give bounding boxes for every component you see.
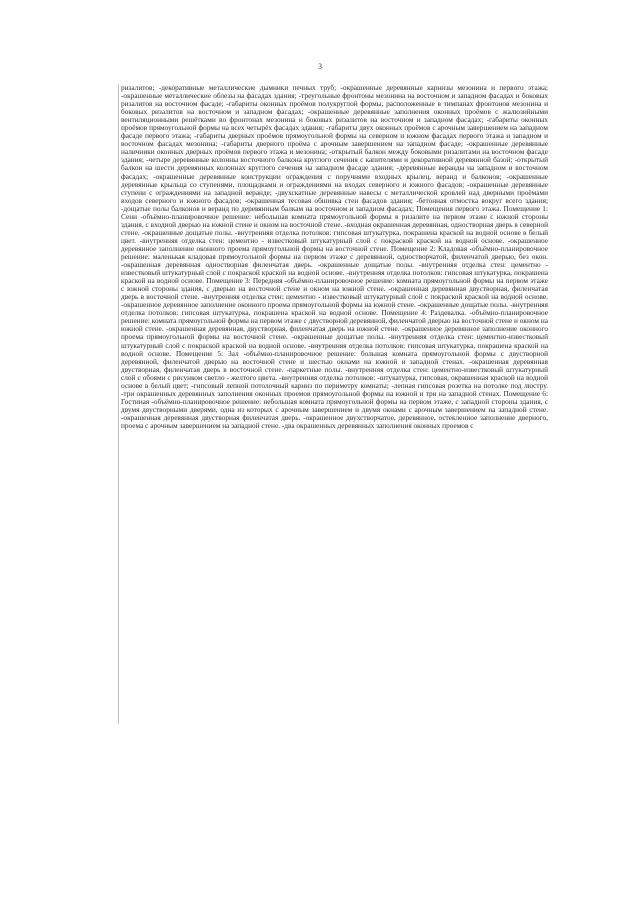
body-text: ризалитов; -декоративные металлические дымники печных труб; -окрашенные деревянные карнизы мезонина и первого этажа; -окрашенные металлические облезы на фасадах здания; -треугольные фронтоны мезонина на восточном и западном фасадах и боковых ризалитов на восточном фасаде; -габариты оконных проёмов полукруглой формы, расположенные в тимпанах фронтонов мезонина и боковых ризалитов на восточном и западном фасадах; -окрашенные деревянные заполнения оконных проёмов с жалюзийными вентиляционными решётками во фронтонах мезонина и боковых ризалитов на восточном и западном фасадах; -габариты оконных проёмов прямоугольной формы на всех четырёх фасадах здания; -габариты двух оконных проёмов с арочным завершением на западном фасаде первого этажа; -габариты дверных проёмов прямоугольной формы на северном и южном фасадах первого этажа и западном и восточном фасадах мезонина; -габариты дверного проёма с арочным завершением на западном фасаде; -окрашенные деревянные наличники оконных дверных проёмов первого этажа и мезонина; -открытый балкон между боковыми ризалитами на восточном фасаде здания; -четыре деревянные колонны восточного балкона круглого сечения с капителями и декоративной деревянной базой; -открытый балкон на шести деревянных колоннах круглого сечения на западном фасаде здания; -деревянные веранды на западном и восточном фасадах; -окрашенные деревянные конструкции ограждения с поручнями входных крылец, веранд и балконов; -окрашенные деревянные крыльца со ступенями, площадками и ограждениями на входах северного и южного фасадов; -окрашенные деревянные ступени с ограждениями на западной веранде; -двухскатные деревянные навесы с металлической кровлей над дверными проёмами входов северного и южного фасадов; -окрашенная тесовая обшивка стен фасадов здания; -бетонная отмостка вокруг всего здания; -дощатые полы балконов и веранд по деревянным балкам на восточном и западном фасадах; Помещения первого этажа. Помещение 1: Сени -объёмно-планировочное решение: небольшая комната прямоугольной формы в ризалите на первом этаже с южной стороны здания, с входной дверью на южной стене и окном на восточной стене. -входная окрашенная деревянная, одностворная дверь в северной стене. -окрашенные дощатые полы. -внутренняя отделка потолков: гипсовая штукатурка, покрашена краской на водной основе в белый цвет. -внутренняя отделка стен: цементно - известковый штукатурный слой с покраской краской на водной основе. -окрашенное деревянное заполнение оконного проема прямоугольной формы на восточной стене. Помещение 2: Кладовая -объёмно-планировочное решение: маленькая кладовая прямоугольной формы на первом этаже с деревянной, одностворчатой, филенчатой дверью, без окон. -окрашенная деревянная одностворная филенчатая дверь. -окрашенные дощатые полы. -внутренняя отделка стен: цементно - известковый штукатурный слой с покраской краской на водной основе. -внутренняя отделка потолков: гипсовая штукатурка, покрашена краской на водной основе. Помещение 3: Передняя -объёмно-планировочное решение: комната прямоугольной формы на первом этаже с южной стороны здания, с дверью на восточной стене и окном на южной стене. -окрашенная деревянная двустворная, филенчатая дверь в восточной стене. -внутренняя отделка стен: цементно - известковый штукатурный слой с покраской краской на водной основе. -окрашенное деревянное заполнение оконного проема прямоугольной формы на южной стене. -окрашенные дощатые полы. -внутренняя отделка потолков: гипсовая штукатурка, покрашена краской на водной основе. Помещение 4: Раздевалка. -объёмно-планировочное решение: комната прямоугольной формы на первом этаже с двустворной деревянной, филенчатой дверью на восточной стене и окном на южной стене. -окрашенная деревянная, двустворная, филенчатая дверь на южной стене. -окрашенное деревянное заполнение оконного проема прямоугольной формы на восточной стене. -окрашенные дощатые полы. -внутренняя отделка стен: цементно-известковый штукатурный слой с покраской краской на водной основе. -внутренняя отделка потолков: гипсовая штукатурка, покрашена краской на водной основе. Помещение 5: Зал -объёмно-планировочное решение: большая комната прямоугольной формы с двустворной деревянной, филенчатой дверью на восточной стене и шестью окнами на южной и западной стенах. -окрашенная деревянная двустворная, филенчатая дверь в восточной стене. -паркетные полы. -внутренняя отделка стен: цементно-известковый штукатурный слой с обоями с рисунком светло - желтого цвета. -внутренняя отделка потолков: -штукатурка, гипсовая, окрашенная краской на водной основе в белый цвет; -гипсовый лепной потолочный карниз по периметру комнаты; -лепная гипсовая розетка на потолке под люстру. -три окрашенных деревянных заполнения оконных проемов прямоугольной формы на южной и три на западной стенах. Помещение 6: Гостиная -объёмно-планировочное решение: небольшая комната прямоугольной формы на первом этаже, с западной стороны здания, с двумя двустворными дверями, одна из которых с арочным завершением и двумя окнами с арочным завершением на западной стене. -окрашенная деревянная двустворная филенчатая дверь. -окрашенное двухстворчатое, деревянное, остекленное заполнение дверного, проема с арочным завершением на западной стене. -два окрашенных деревянных заполнения оконных проемов с — [118, 84, 548, 724]
page-number: 3 — [318, 62, 322, 71]
